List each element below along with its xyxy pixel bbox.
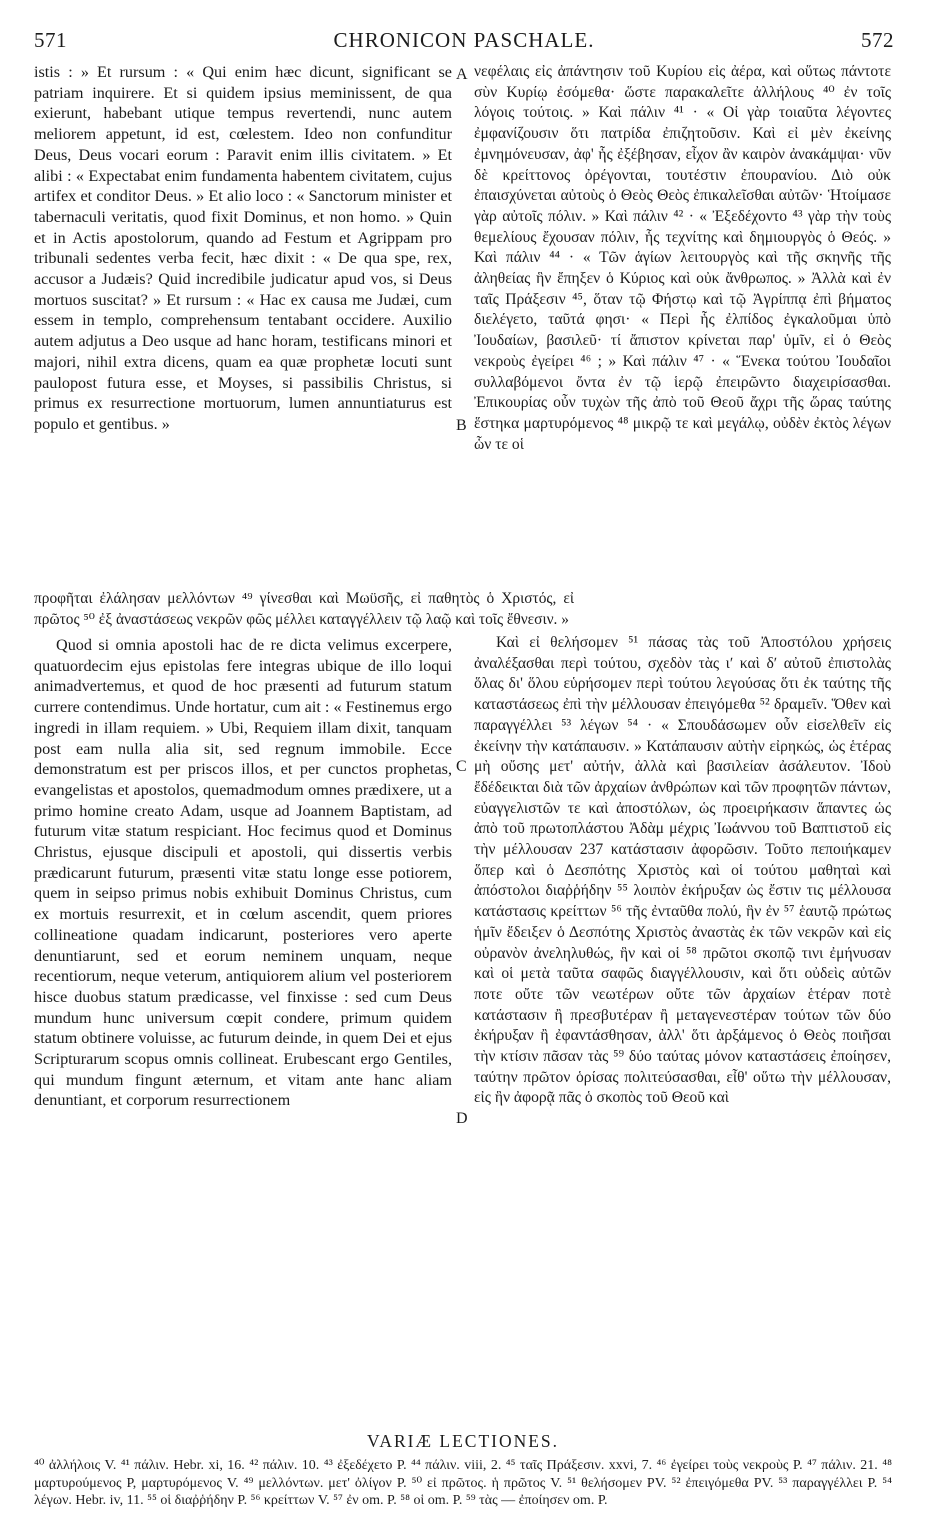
greek-column-bottom [474,633,891,1433]
margin-marker-d: D [456,1110,468,1127]
running-title: CHRONICON PASCHALE. [333,28,595,52]
page-header [34,28,894,58]
variae-lectiones-notes [34,1457,892,1535]
latin-column-bottom [34,635,452,1435]
latin-column-top [34,62,452,587]
margin-marker-b: B [456,417,467,434]
greek-paragraph: νεφέλαις εἰς ἀπάντησιν τοῦ Κυρίου εἰς ἀέρα, καὶ οὕτως πάντοτε σὺν Κυρίῳ ἐσόμεθα· ὥστε παρακαλεῖτε ἀλλήλους ⁴⁰ ἐν τοῖς λόγοις τούτοις. » Καὶ πάλιν ⁴¹ · « Οἱ γὰρ τοιαῦτα λέγοντες ἐμφανίζουσιν ὅτι πατρίδα ἐπιζητοῦσιν. Καὶ εἰ μὲν ἐκείνης ἐμνημόνευσαν, ἀφ' ἧς ἐξέβησαν, εἶχον ἂν καιρὸν ἀνακάμψαι· νῦν δὲ κρείττονος ὀρέγονται, τουτέστιν ἐπουρανίου. Διὸ οὐκ ἐπαισχύνεται αὐτοὺς ὁ Θεὸς Θεὸς ἐπικαλεῖσθαι αὐτῶν· Ἡτοίμασε γὰρ αὐτοῖς πόλιν. » Καὶ πάλιν ⁴² · « Ἐξεδέχοντο ⁴³ γὰρ τὴν τοὺς θεμελίους ἔχουσαν πόλιν, ἧς τεχνίτης καὶ δημιουργὸς ὁ Θεός. » Καὶ πάλιν ⁴⁴ · « Τῶν ἁγίων λειτουργὸς καὶ τῆς σκηνῆς τῆς ἀληθείας ἣν ἔπηξεν ὁ Κύριος καὶ οὐκ ἄνθρωπος. » Ἀλλὰ καὶ ἐν ταῖς Πράξεσιν ⁴⁵, ὅταν τῷ Φήστῳ καὶ τῷ Ἀγρίππᾳ ἐπὶ βήματος διελέγετο, ταῦτά φησι· « Περὶ ἧς ἐλπίδος ἐγκαλοῦμαι ὑπὸ Ἰουδαίων, βασιλεῦ· τί ἄπιστον κρίνεται παρ' ὑμῖν, εἰ ὁ Θεὸς νεκροὺς ἐγείρει ⁴⁶ ; » Καὶ πάλιν ⁴⁷ · « Ἕνεκα τούτου Ἰουδαῖοι συλλαβόμενοι ὄντα ἐν τῷ ἱερῷ ἐπειρῶντο διαχειρίσασθαι. Ἐπικουρίας οὖν τυχὼν τῆς ἀπὸ τοῦ Θεοῦ ἄχρι τῆς ὥρας ταύτης ἕστηκα μαρτυρόμενος ⁴⁸ μικρῷ τε καὶ μεγάλῳ, οὐδὲν ἐκτὸς λέγων ὧν τε οἱ [474,63,891,453]
variant-readings: ⁴⁰ ἀλλήλοις V. ⁴¹ πάλιν. Hebr. xi, 16. ⁴² πάλιν. 10. ⁴³ ἐξεδέχετο P. ⁴⁴ πάλιν. viii, 2. ⁴⁵ ταῖς Πράξεσιν. xxvi, 7. ⁴⁶ ἐγείρει τοὺς νεκροὺς P. ⁴⁷ πάλιν. 21. ⁴⁸ μαρτυρούμενος P, μαρτυρόμενος V. ⁴⁹ μελλόντων. μετ' ὀλίγον P. ⁵⁰ εἰ πρῶτος. ἡ πρῶτος V. ⁵¹ θελήσομεν PV. ⁵² ἐπειγόμεθα PV. ⁵³ παραγγέλλει P. ⁵⁴ λέγων. Hebr. iv, 11. ⁵⁵ οἱ διαῤῥήδην P. ⁵⁶ κρείττων V. ⁵⁷ ἐν om. P. ⁵⁸ οἱ om. P. ⁵⁹ τὰς — ἐποίησεν om. P. [34,1458,892,1508]
spanning-greek-line [34,588,574,634]
latin-paragraph: Quod si omnia apostoli hac de re dicta velimus excerpere, quatuordecim ejus epistolas fere integras ubique de illo loqui animadvertemus, et quod de hoc præsenti ad futurum statum currere contendimus. Unde hortatur, cum ait : « Festinemus ergo ingredi in illam requiem. » Ubi, Requiem illam dixit, tanquam post eam nulla alia sit, sed regnum immobile. Ecce demonstratum est per priscos illos, et per cunctos prophetas, evangelistas et apostolos, quemadmodum omnes prædixere, ut a primo homine creato Adam, usque ad Joannem Baptistam, ad futurum vitæ statum respiciant. Hoc fecimus quod et Dominus Christus, ejusque discipuli et apostoli, qui dissertis verbis prædicarunt futurum, præsenti vitæ statu longe esse potiorem, quem in seipso primus nobis exhibuit Dominus Christus, cum ex mortuis resurrexit, et in cœlum ascendit, quem priores collineatione quadam indicarunt, posteriores vero aperte denuntiarunt, sed et eorum neminem unquam, neque recentiorum, neque veterum, antiquiorem alium vel posteriorem hisce duobus statum prædicasse, vel finxisse : sed cum Deus mundum hunc universum cœpit condere, primum quidem statum obtinere voluisse, ac futurum deinde, in quem Dei et ejus Scripturarum scopus omnis collineat. Erubescant ergo Gentiles, qui mundum fingunt æternum, et vitam ante hanc aliam denuntiant, et corporum resurrectionem [34,636,452,1110]
page-number-right: 572 [861,28,894,52]
spanning-paragraph: προφῆται ἐλάλησαν μελλόντων ⁴⁹ γίνεσθαι καὶ Μωϋσῆς, εἰ παθητὸς ὁ Χριστός, εἰ πρῶτος ⁵⁰ ἐξ ἀναστάσεως νεκρῶν φῶς μέλλει καταγγέλλειν τῷ λαῷ καὶ τοῖς ἔθνεσιν. » [34,590,574,628]
page-number-left: 571 [34,28,67,52]
greek-column-top [474,62,891,612]
greek-paragraph: Καὶ εἰ θελήσομεν ⁵¹ πάσας τὰς τοῦ Ἀποστόλου χρήσεις ἀναλέξασθαι περὶ τούτου, σχεδὸν τὰς ιʹ καὶ δʹ αὐτοῦ ἐπιστολὰς ὅλας δι' ὅλου εὑρήσομεν περὶ τούτου λεγούσας ὅτι ἐκ ταύτης τῆς καταστάσεως ἐπὶ τὴν μέλλουσαν ἐπειγόμεθα ⁵² δραμεῖν. Ὅθεν καὶ παραγγέλλει ⁵³ λέγων ⁵⁴ · « Σπουδάσωμεν οὖν εἰσελθεῖν εἰς ἐκείνην τὴν κατάπαυσιν. » Κατάπαυσιν αὐτὴν εἰρηκώς, ὡς ἑτέρας μὴ οὔσης μετ' αὐτήν, ἀλλὰ καὶ βασιλείαν ἀσάλευτον. Ἰδοὺ ἔδέδεικται διὰ τῶν ἀρχαίων ἀνθρώπων καὶ τῶν προφητῶν πάντων, εὐαγγελιστῶν τε καὶ ἀποστόλων, ὡς προειρήκασιν ἅπαντες ὡς ἀπὸ τοῦ πρωτοπλάστου Ἀδὰμ μέχρις Ἰωάννου τοῦ Βαπτιστοῦ εἰς τὴν μέλλουσαν 237 κατάστασιν ἀφορῶσιν. Τοῦτο πεποιήκαμεν ὅπερ καὶ ὁ Δεσπότης Χριστὸς καὶ οἱ τούτου μαθηταὶ καὶ ἀπόστολοι διαῤῥήδην ⁵⁵ λοιπὸν ἐκήρυξαν ὡς ἔστιν τις μέλλουσα κατάστασις κρείττων ⁵⁶ τῆς ἐνταῦθα πολύ, ἣν ἐν ⁵⁷ ἑαυτῷ πρώτως ἡμῖν ἔδειξεν ὁ Δεσπότης Χριστὸς ἀναστὰς ἐκ τῶν νεκρῶν καὶ εἰς οὐρανὸν ἀνεληλυθώς, ἣν καὶ οἱ ⁵⁸ πρῶτοι σκοπῷ τινι ἐμήνυσαν καὶ οἱ μετὰ ταῦτα σαφῶς διαγγέλλουσιν, καὶ ὅτι οὐδεὶς αὐτῶν ποτε οὔτε τῶν νεωτέρων οὔτε τῶν ἀρχαίων ἑτέραν ποτὲ κατάστασιν ἢ πρεσβυτέραν ἢ μεταγενεστέραν τούτων τῶν δύο ἐκήρυξαν ἢ ἐφαντάσθησαν, ἀλλ' ὅτι ἀρξάμενος ὁ Θεὸς ποιῆσαι τὴν κτίσιν πᾶσαν τὰς ⁵⁹ δύο ταύτας μόνον καταστάσεις ἐποίησεν, ταύτην πρῶτον ὁρίσας πολιτεύσασθαι, εἶθ' οὕτω τὴν μέλλουσαν, εἰς ἣν ἀφορᾷ πᾶς ὁ σκοπὸς τοῦ Θεοῦ καὶ [474,634,891,1107]
variae-lectiones-title: VARIÆ LECTIONES. [366,1431,560,1451]
latin-paragraph: istis : » Et rursum : « Qui enim hæc dicunt, significant se patriam inquirere. Et si quidem ipsius meminissent, de qua exierunt, habebant utique tempus revertendi, nunc autem meliorem appetunt, id est, cœlestem. Ideo non confunditur Deus, Deus vocari eorum : Paravit enim illis civitatem. » Et alibi : « Expectabat enim fundamenta habentem civitatem, cujus artifex et conditor Deus. » Et alio loco : « Sanctorum minister et tabernaculi veritatis, quod fixit Dominus, et non homo. » Quin et in Actis apostolorum, quando ad Festum et Agrippam pro tribunali sedentes verba fecit, hæc dixit : « De qua spe, rex, accusor a Judæis? Quid incredibile judicatur apud vos, si Deus mortuos suscitat? » Et rursum : « Hac ex causa me Judæi, cum essem in templo, comprehensum tentabant occidere. Auxilio autem adjutus a Deo usque ad hanc horam, testificans minori et majori, nihil extra dicens, quam ea quæ prophetæ locuti sunt paulopost futura esse, et Moyses, si passibilis Christus, si primus ex resurrectione mortuorum, lumen annuntiaturus est populo et gentibus. » [34,63,452,433]
margin-marker-a: A [456,66,468,83]
margin-marker-c: C [456,758,467,775]
